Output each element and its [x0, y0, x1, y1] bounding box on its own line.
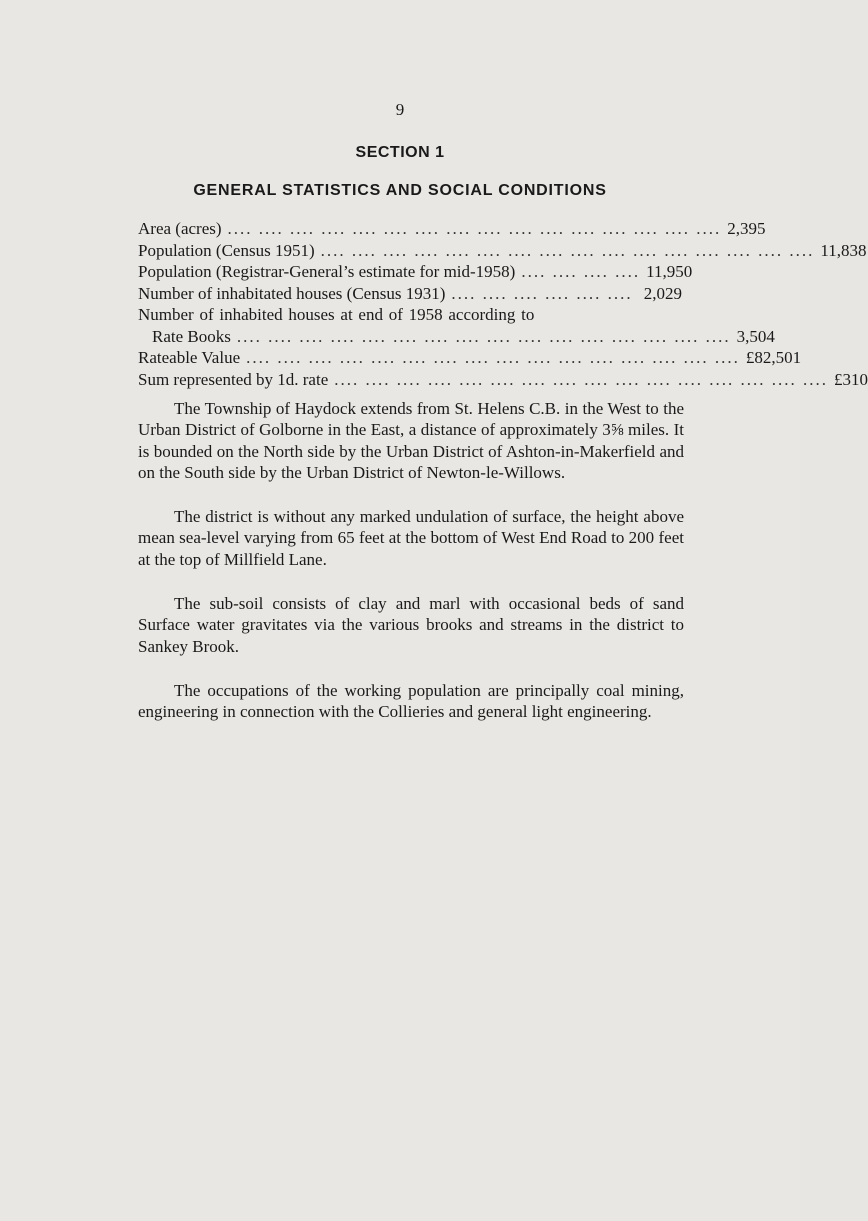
leader-dots: .... .... .... .... .... .... .... .... .... .... .... .... .... .... .... ....	[246, 348, 740, 367]
stat-label: Population (Census 1951)	[138, 240, 315, 260]
leader-dots: .... .... .... .... .... .... .... .... .... .... .... .... .... .... .... ....	[320, 240, 815, 260]
page-number: 9	[395, 100, 405, 119]
paragraph-township: The Township of Haydock extends from St. Helens C.B. in the West to the Urban District of Golborne in the East, a distance of approximately 3⅝ miles. It is bounded on the North side by the Urban District of Ashton-in-Makerfield and on the South side by the Urban District of Newton-le-Willows.	[138, 399, 684, 482]
leader-dots: .... .... .... .... .... .... .... .... .... .... .... .... .... .... .... ....	[236, 326, 731, 346]
stat-value: £310	[834, 369, 868, 389]
stat-row-population-estimate	[138, 261, 693, 283]
stat-label: Number of inhabitated houses (Census 1931)	[138, 283, 446, 303]
stat-label: Area (acres)	[138, 219, 222, 238]
stat-label: Sum represented by 1d. rate	[138, 369, 329, 389]
stat-value: 2,395	[727, 219, 766, 238]
stat-row-penny-rate	[138, 369, 868, 391]
section-heading: SECTION 1	[355, 144, 445, 161]
paragraph-surface: The district is without any marked undulation of surface, the height above mean sea-level varying from 65 feet at the bottom of West End Road to 200 feet at the top of Millfield Lane.	[138, 507, 684, 569]
stat-value: 11,950	[646, 262, 693, 281]
stat-row-rateable-value	[138, 347, 802, 369]
statistics-table	[138, 218, 868, 390]
stat-value: 2,029	[643, 283, 682, 303]
page-title: GENERAL STATISTICS AND SOCIAL CONDITIONS	[193, 182, 607, 199]
stat-row-houses-1931	[138, 283, 682, 305]
stat-value: £82,501	[745, 348, 802, 367]
leader-dots: .... .... .... .... .... .... .... .... .... .... .... .... .... .... .... ....	[334, 369, 828, 389]
paragraph-occupations: The occupations of the working population are principally coal mining, engineering in connection with the Collieries and general light engineering.	[138, 680, 684, 722]
stat-row-houses-1958	[138, 326, 775, 348]
leader-dots: .... .... .... .... .... .... .... .... .... .... .... .... .... .... .... ....	[227, 219, 722, 238]
stat-label: Rate Books	[152, 326, 231, 346]
leader-dots: .... .... .... .... .... ....	[451, 283, 633, 303]
leader-dots: .... .... .... ....	[521, 262, 641, 281]
paragraph-subsoil: The sub-soil consists of clay and marl with occasional beds of sand Surface water gravitates via the various brooks and streams in the district to Sankey Brook.	[138, 594, 684, 656]
stat-label: Population (Registrar-General’s estimate for mid-1958)	[138, 262, 516, 281]
body-text	[138, 398, 684, 746]
stat-label-line: Number of inhabited houses at end of 1958 according to	[138, 305, 535, 324]
stat-label: Rateable Value	[138, 348, 241, 367]
stat-value: 3,504	[736, 326, 775, 346]
stat-row-area	[138, 218, 766, 240]
stat-value: 11,838	[820, 240, 867, 260]
stat-row-population-census	[138, 240, 867, 262]
